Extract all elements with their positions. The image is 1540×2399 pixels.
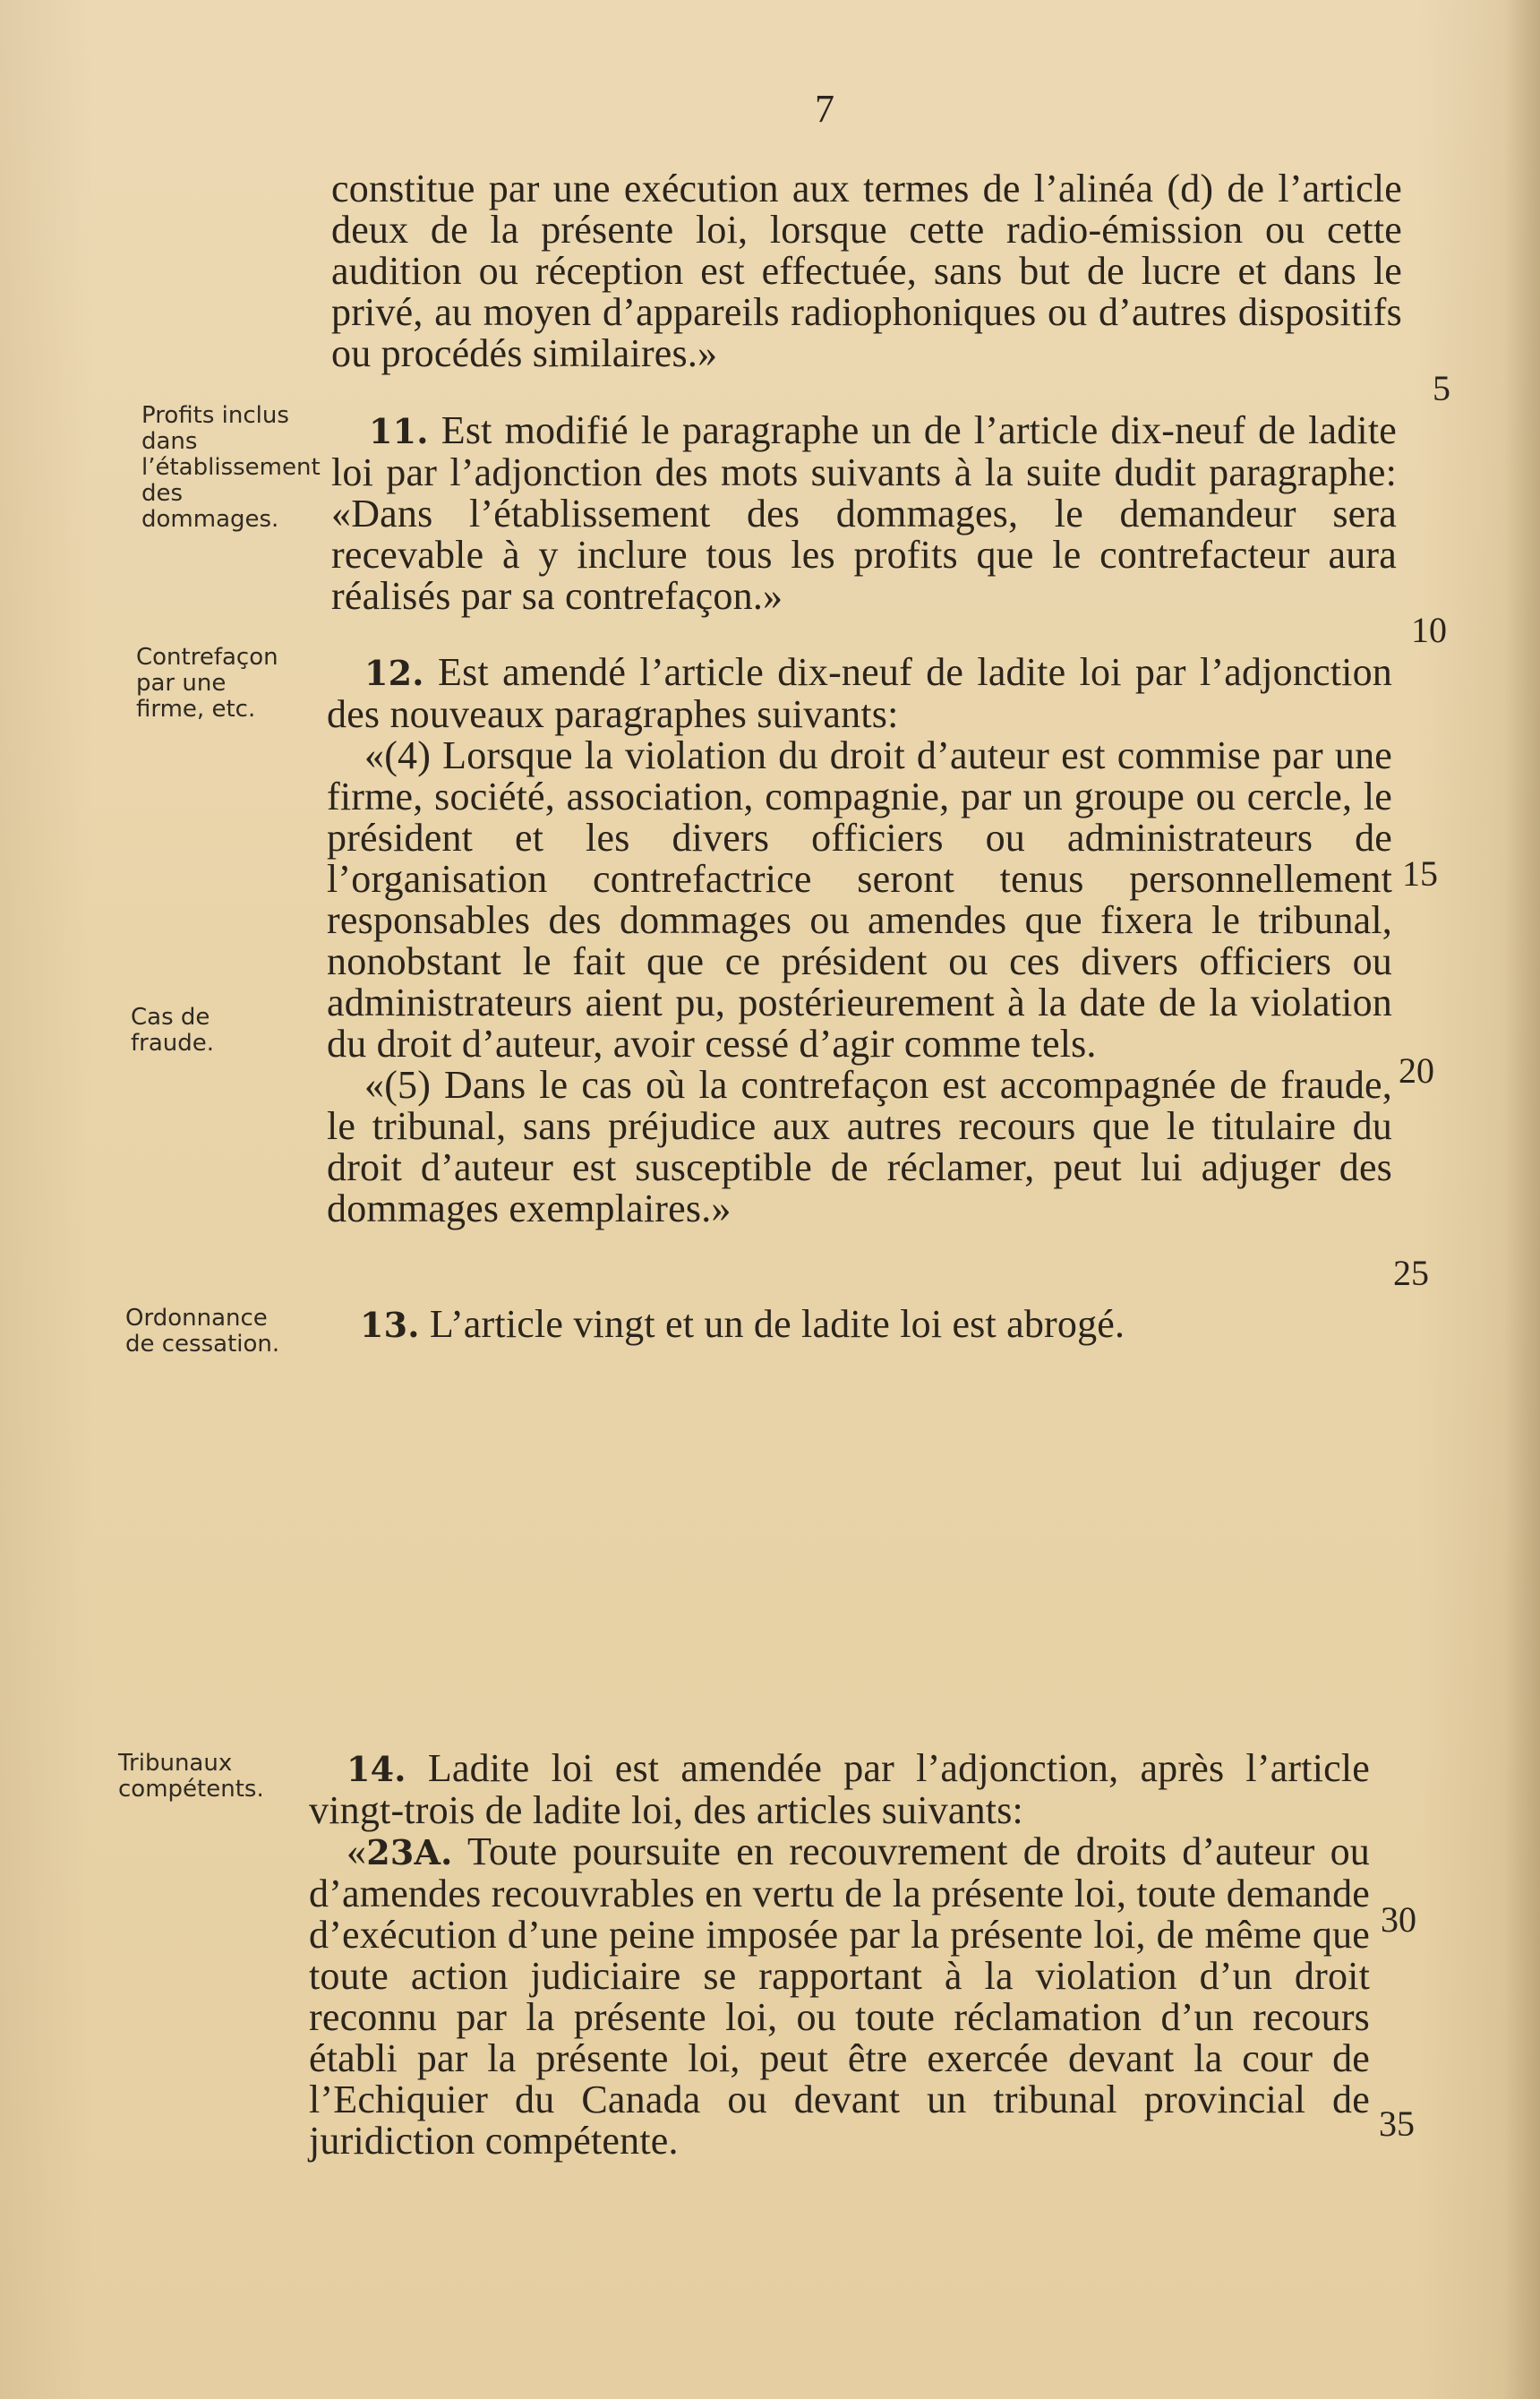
section-14 xyxy=(309,1748,1370,2162)
article-number: 23A. xyxy=(366,1832,453,1872)
section-number: 12. xyxy=(364,653,424,693)
section-text: L’article vingt et un de ladite loi est abrogé. xyxy=(429,1302,1125,1346)
section-12 xyxy=(327,652,1392,1229)
line-number-5: 5 xyxy=(1433,368,1450,408)
section-text: Ladite loi est amendée par l’adjonction, après l’article vingt-trois de ladite loi, des articles suivants: xyxy=(309,1746,1371,1832)
section-text: Est modifié le paragraphe un de l’article dix-neuf de ladite loi par l’adjonction des mots suivants à la suite dudit paragraphe: «Dans l’établissement des dommages, le demandeur sera recevable à y inclure tous les profits que le contrefacteur aura réalisés par sa contrefaçon.» xyxy=(331,408,1398,618)
line-number-25: 25 xyxy=(1393,1253,1429,1293)
section-11 xyxy=(331,410,1397,617)
section-text: Est amendé l’article dix-neuf de ladite loi par l’adjonction des nouveaux paragraphes suivants: xyxy=(327,650,1392,736)
page-spine-shadow xyxy=(1504,0,1540,2399)
section-number: 13. xyxy=(360,1305,420,1345)
page-number: 7 xyxy=(815,87,834,131)
line-number-10: 10 xyxy=(1411,610,1447,650)
section-13 xyxy=(322,1304,1388,1346)
article-text: Toute poursuite en recouvrement de droits d’auteur ou d’amendes recouvrables en vertu de la présente loi, toute demande d’exécution d’une peine imposée par la présente loi, de même que toute action judiciaire se rapportant à la violation d’un droit reconnu par la présente loi, ou toute réclamation d’un recours établi par la présente loi, peut être exercée devant la cour de l’Echiquier du Canada ou devant un tribunal provincial de juridiction compétente. xyxy=(309,1829,1371,2163)
quote-mark: « xyxy=(346,1829,367,1873)
margin-note-fraude: Cas de fraude. xyxy=(131,1004,215,1057)
line-number-15: 15 xyxy=(1402,853,1438,894)
section-number: 11. xyxy=(369,411,429,451)
paragraph-text: constitue par une exécution aux termes de l’alinéa (d) de l’article deux de la présente loi, lorsque cette radio-émission ou cette audition ou réception est effectuée, sans but de lucre et dans le privé, au moyen d’appareils radiophoniques ou d’autres dispositifs ou procédés similaires.» xyxy=(331,167,1402,375)
margin-note-contrefacon: Contrefaçon par une firme, etc. xyxy=(136,644,278,723)
subsection-5: «(5) Dans le cas où la contrefaçon est accompagnée de fraude, le tribunal, sans préjudice aux autres recours que le titulaire du droit d’auteur est susceptible de réclamer, peut lui adjuger des dommages exemplaires.» xyxy=(327,1063,1392,1230)
paragraph-continuation xyxy=(331,168,1402,374)
line-number-35: 35 xyxy=(1379,2103,1415,2144)
subsection-4: «(4) Lorsque la violation du droit d’auteur est commise par une firme, société, association, compagnie, par un groupe ou cercle, le président et les divers officiers ou administrateurs de l’organisation contrefactrice seront tenus personnellement responsables des dommages ou amendes que fixera le tribunal, nonobstant le fait que ce président ou ces divers officiers ou administrateurs aient pu, postérieurement à la date de la violation du droit d’auteur, avoir cessé d’agir comme tels. xyxy=(327,733,1392,1066)
section-number: 14. xyxy=(346,1749,406,1789)
margin-note-ordonnance: Ordonnance de cessation. xyxy=(125,1305,280,1358)
line-number-30: 30 xyxy=(1381,1899,1416,1940)
margin-note-profits: Profits inclus dans l’établissement des dommages. xyxy=(141,402,321,533)
line-number-20: 20 xyxy=(1399,1050,1434,1091)
margin-note-tribunaux: Tribunaux compétents. xyxy=(118,1750,264,1803)
